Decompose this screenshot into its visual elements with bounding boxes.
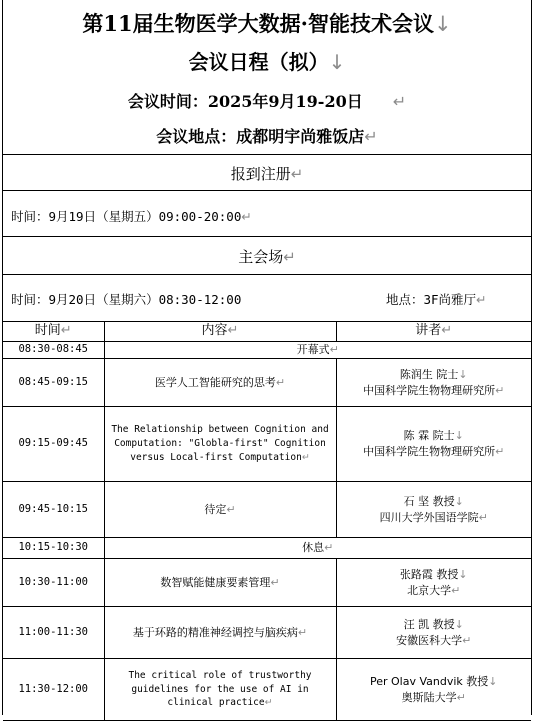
speaker-affiliation: 安徽医科大学↵	[396, 633, 472, 647]
row-session-title: 开幕式↵	[104, 342, 531, 359]
line-break-mark-icon: ↓	[454, 429, 464, 443]
line-break-mark-icon: ↓	[328, 50, 346, 74]
paragraph-mark-icon: ↵	[283, 248, 296, 266]
row-topic: 数智赋能健康要素管理↵	[104, 559, 336, 607]
paragraph-mark-icon: ↵	[241, 209, 252, 224]
paragraph-mark-icon: ↵	[392, 92, 407, 111]
meeting-time: 会议时间：2025年9月19-20日	[127, 92, 363, 111]
agenda-subtitle: 会议日程（拟）	[188, 50, 329, 74]
paragraph-mark-icon: ↵	[324, 541, 334, 555]
row-topic: The Relationship between Cognition and Computation: "Globla-first" Cognition versus Local-first Computation↵	[104, 407, 336, 482]
row-time: 11:00-11:30	[3, 607, 104, 659]
table-header-row	[3, 322, 531, 342]
row-time: 10:30-11:00	[3, 559, 104, 607]
line-break-mark-icon: ↓	[454, 494, 464, 508]
main-venue-place: 地点：3F尚雅厅	[386, 292, 477, 307]
row-topic: 待定↵	[104, 482, 336, 538]
line-break-mark-icon: ↓	[458, 367, 468, 381]
meeting-place: 会议地点：成都明宇尚雅饭店	[156, 127, 365, 146]
table-row	[3, 538, 531, 559]
speaker-name: 陈润生 院士↓	[399, 367, 468, 381]
table-row	[3, 482, 531, 538]
paragraph-mark-icon: ↵	[301, 451, 310, 463]
main-venue-time: 时间：9月20日（星期六）08:30-12:00	[11, 292, 242, 307]
speaker-affiliation: 四川大学外国语学院↵	[379, 510, 488, 524]
meeting-place-line	[3, 124, 531, 147]
paragraph-mark-icon: ↵	[290, 165, 304, 183]
row-session-title: 休息↵	[104, 538, 531, 559]
line-break-mark-icon: ↓	[454, 617, 464, 631]
paragraph-mark-icon: ↵	[264, 697, 273, 709]
speaker-name: Per Olav Vandvik 教授↓	[369, 674, 498, 688]
registration-time-row	[11, 207, 531, 225]
speaker-affiliation: 北京大学↵	[407, 583, 461, 597]
row-time: 11:30-12:00	[3, 659, 104, 721]
row-speaker	[336, 559, 531, 607]
table-row	[3, 359, 531, 407]
paragraph-mark-icon: ↵	[495, 445, 505, 458]
row-topic: 基于环路的精准神经调控与脑疾病↵	[104, 607, 336, 659]
speaker-name: 陈 霖 院士↓	[403, 429, 464, 443]
col-header-speaker: 讲者↵	[336, 322, 531, 342]
divider	[3, 236, 531, 237]
schedule-table	[3, 321, 531, 721]
paragraph-mark-icon: ↵	[495, 383, 505, 397]
paragraph-mark-icon: ↵	[364, 127, 378, 146]
row-time: 10:15-10:30	[3, 538, 104, 559]
row-speaker	[336, 482, 531, 538]
line-break-mark-icon: ↓	[433, 12, 452, 36]
paragraph-mark-icon: ↵	[451, 583, 461, 597]
paragraph-mark-icon: ↵	[270, 575, 280, 589]
main-venue-heading-row	[3, 246, 531, 267]
row-time: 09:45-10:15	[3, 482, 104, 538]
row-time: 08:45-09:15	[3, 359, 104, 407]
speaker-name: 张路霞 教授↓	[399, 567, 468, 581]
row-topic: The critical role of trustworthy guidelines for the use of AI in clinical practice↵	[104, 659, 336, 721]
paragraph-mark-icon: ↵	[462, 633, 472, 647]
speaker-name: 石 坚 教授↓	[403, 494, 464, 508]
main-venue-place-row	[386, 290, 531, 308]
speaker-affiliation: 奥斯陆大学↵	[401, 690, 466, 704]
speaker-affiliation: 中国科学院生物物理研究所↵	[363, 445, 505, 458]
paragraph-mark-icon: ↵	[226, 502, 236, 516]
row-speaker	[336, 407, 531, 482]
speaker-name: 汪 凯 教授↓	[403, 617, 464, 631]
table-row	[3, 559, 531, 607]
row-time: 09:15-09:45	[3, 407, 104, 482]
meeting-time-line	[3, 89, 531, 112]
divider	[3, 154, 531, 155]
line-break-mark-icon: ↓	[488, 674, 498, 688]
table-row	[3, 407, 531, 482]
speaker-affiliation: 中国科学院生物物理研究所↵	[363, 383, 505, 397]
conference-title: 第11届生物医学大数据·智能技术会议	[82, 11, 434, 36]
paragraph-mark-icon: ↵	[456, 690, 466, 704]
paragraph-mark-icon: ↵	[275, 375, 286, 389]
paragraph-mark-icon: ↵	[297, 625, 308, 639]
row-speaker	[336, 607, 531, 659]
row-topic: 医学人工智能研究的思考↵	[104, 359, 336, 407]
row-speaker	[336, 359, 531, 407]
divider	[3, 274, 531, 275]
table-row	[3, 659, 531, 721]
paragraph-mark-icon: ↵	[329, 343, 339, 357]
row-speaker	[336, 659, 531, 721]
paragraph-mark-icon: ↵	[476, 292, 487, 307]
table-row	[3, 342, 531, 359]
registration-heading: 报到注册	[230, 165, 291, 183]
agenda-page	[2, 0, 532, 715]
main-venue-heading: 主会场	[238, 248, 284, 266]
registration-time: 时间：9月19日（星期五）09:00-20:00	[11, 209, 242, 224]
registration-heading-row	[3, 163, 531, 184]
row-time: 08:30-08:45	[3, 342, 104, 359]
table-row	[3, 607, 531, 659]
conference-title-line	[3, 8, 531, 38]
agenda-subtitle-line	[3, 46, 531, 75]
paragraph-mark-icon: ↵	[478, 510, 488, 524]
line-break-mark-icon: ↓	[458, 567, 468, 581]
divider	[3, 190, 531, 191]
col-header-content: 内容↵	[104, 322, 336, 342]
col-header-time: 时间↵	[3, 322, 104, 342]
